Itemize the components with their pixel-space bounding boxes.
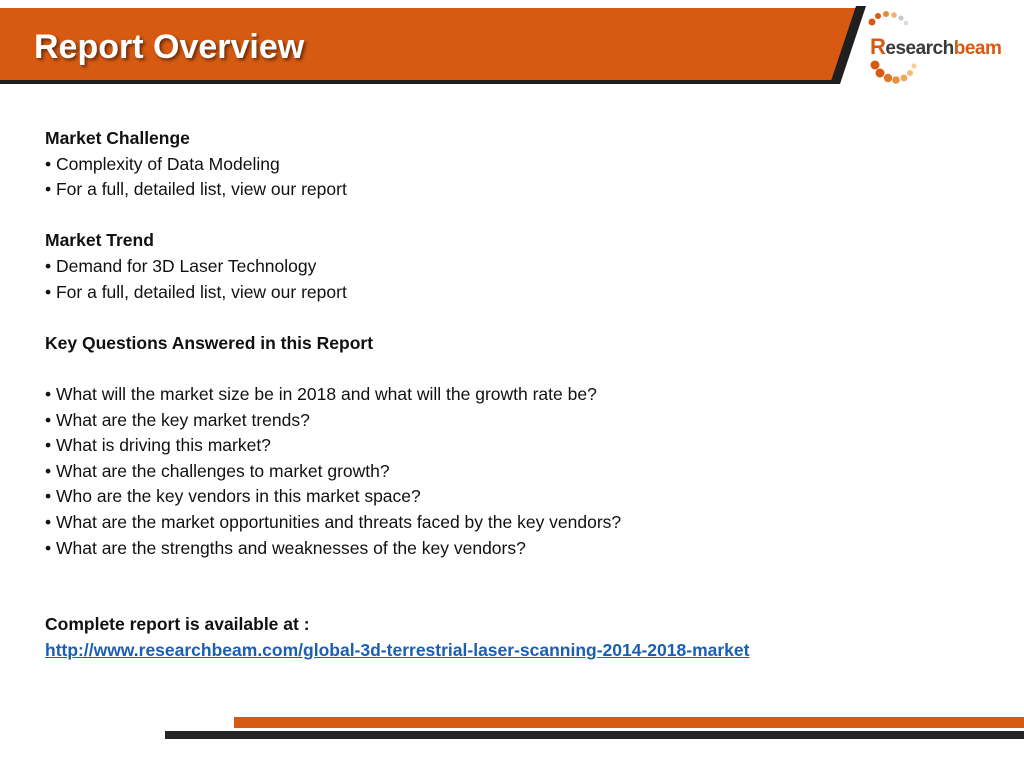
report-content [45,126,985,663]
market-trend-heading: Market Trend [45,230,154,251]
list-item: • What is driving this market? [45,435,271,456]
report-link[interactable]: http://www.researchbeam.com/global-3d-terrestrial-laser-scanning-2014-2018-market [45,639,750,660]
list-item: • Complexity of Data Modeling [45,153,280,174]
list-item: • Who are the key vendors in this market space? [45,486,421,507]
availability-label: Complete report is available at : [45,614,310,635]
logo-wordmark: Researchbeam [870,34,1002,59]
list-item: • What are the strengths and weaknesses of the key vendors? [45,537,526,558]
list-item: • Demand for 3D Laser Technology [45,255,317,276]
list-item: • What are the challenges to market growth? [45,460,390,481]
list-item: • What will the market size be in 2018 and what will the growth rate be? [45,383,597,404]
header-banner [0,0,870,84]
researchbeam-logo [864,8,1014,88]
footer-orange-bar [234,717,1024,728]
list-item: • What are the market opportunities and threats faced by the key vendors? [45,511,622,532]
list-item: • For a full, detailed list, view our report [45,179,347,200]
list-item: • What are the key market trends? [45,409,310,430]
market-challenge-heading: Market Challenge [45,128,190,148]
key-questions-heading: Key Questions Answered in this Report [45,332,374,353]
footer-dark-bar [165,731,1024,739]
list-item: • For a full, detailed list, view our report [45,281,347,302]
page-title: Report Overview [34,28,305,66]
